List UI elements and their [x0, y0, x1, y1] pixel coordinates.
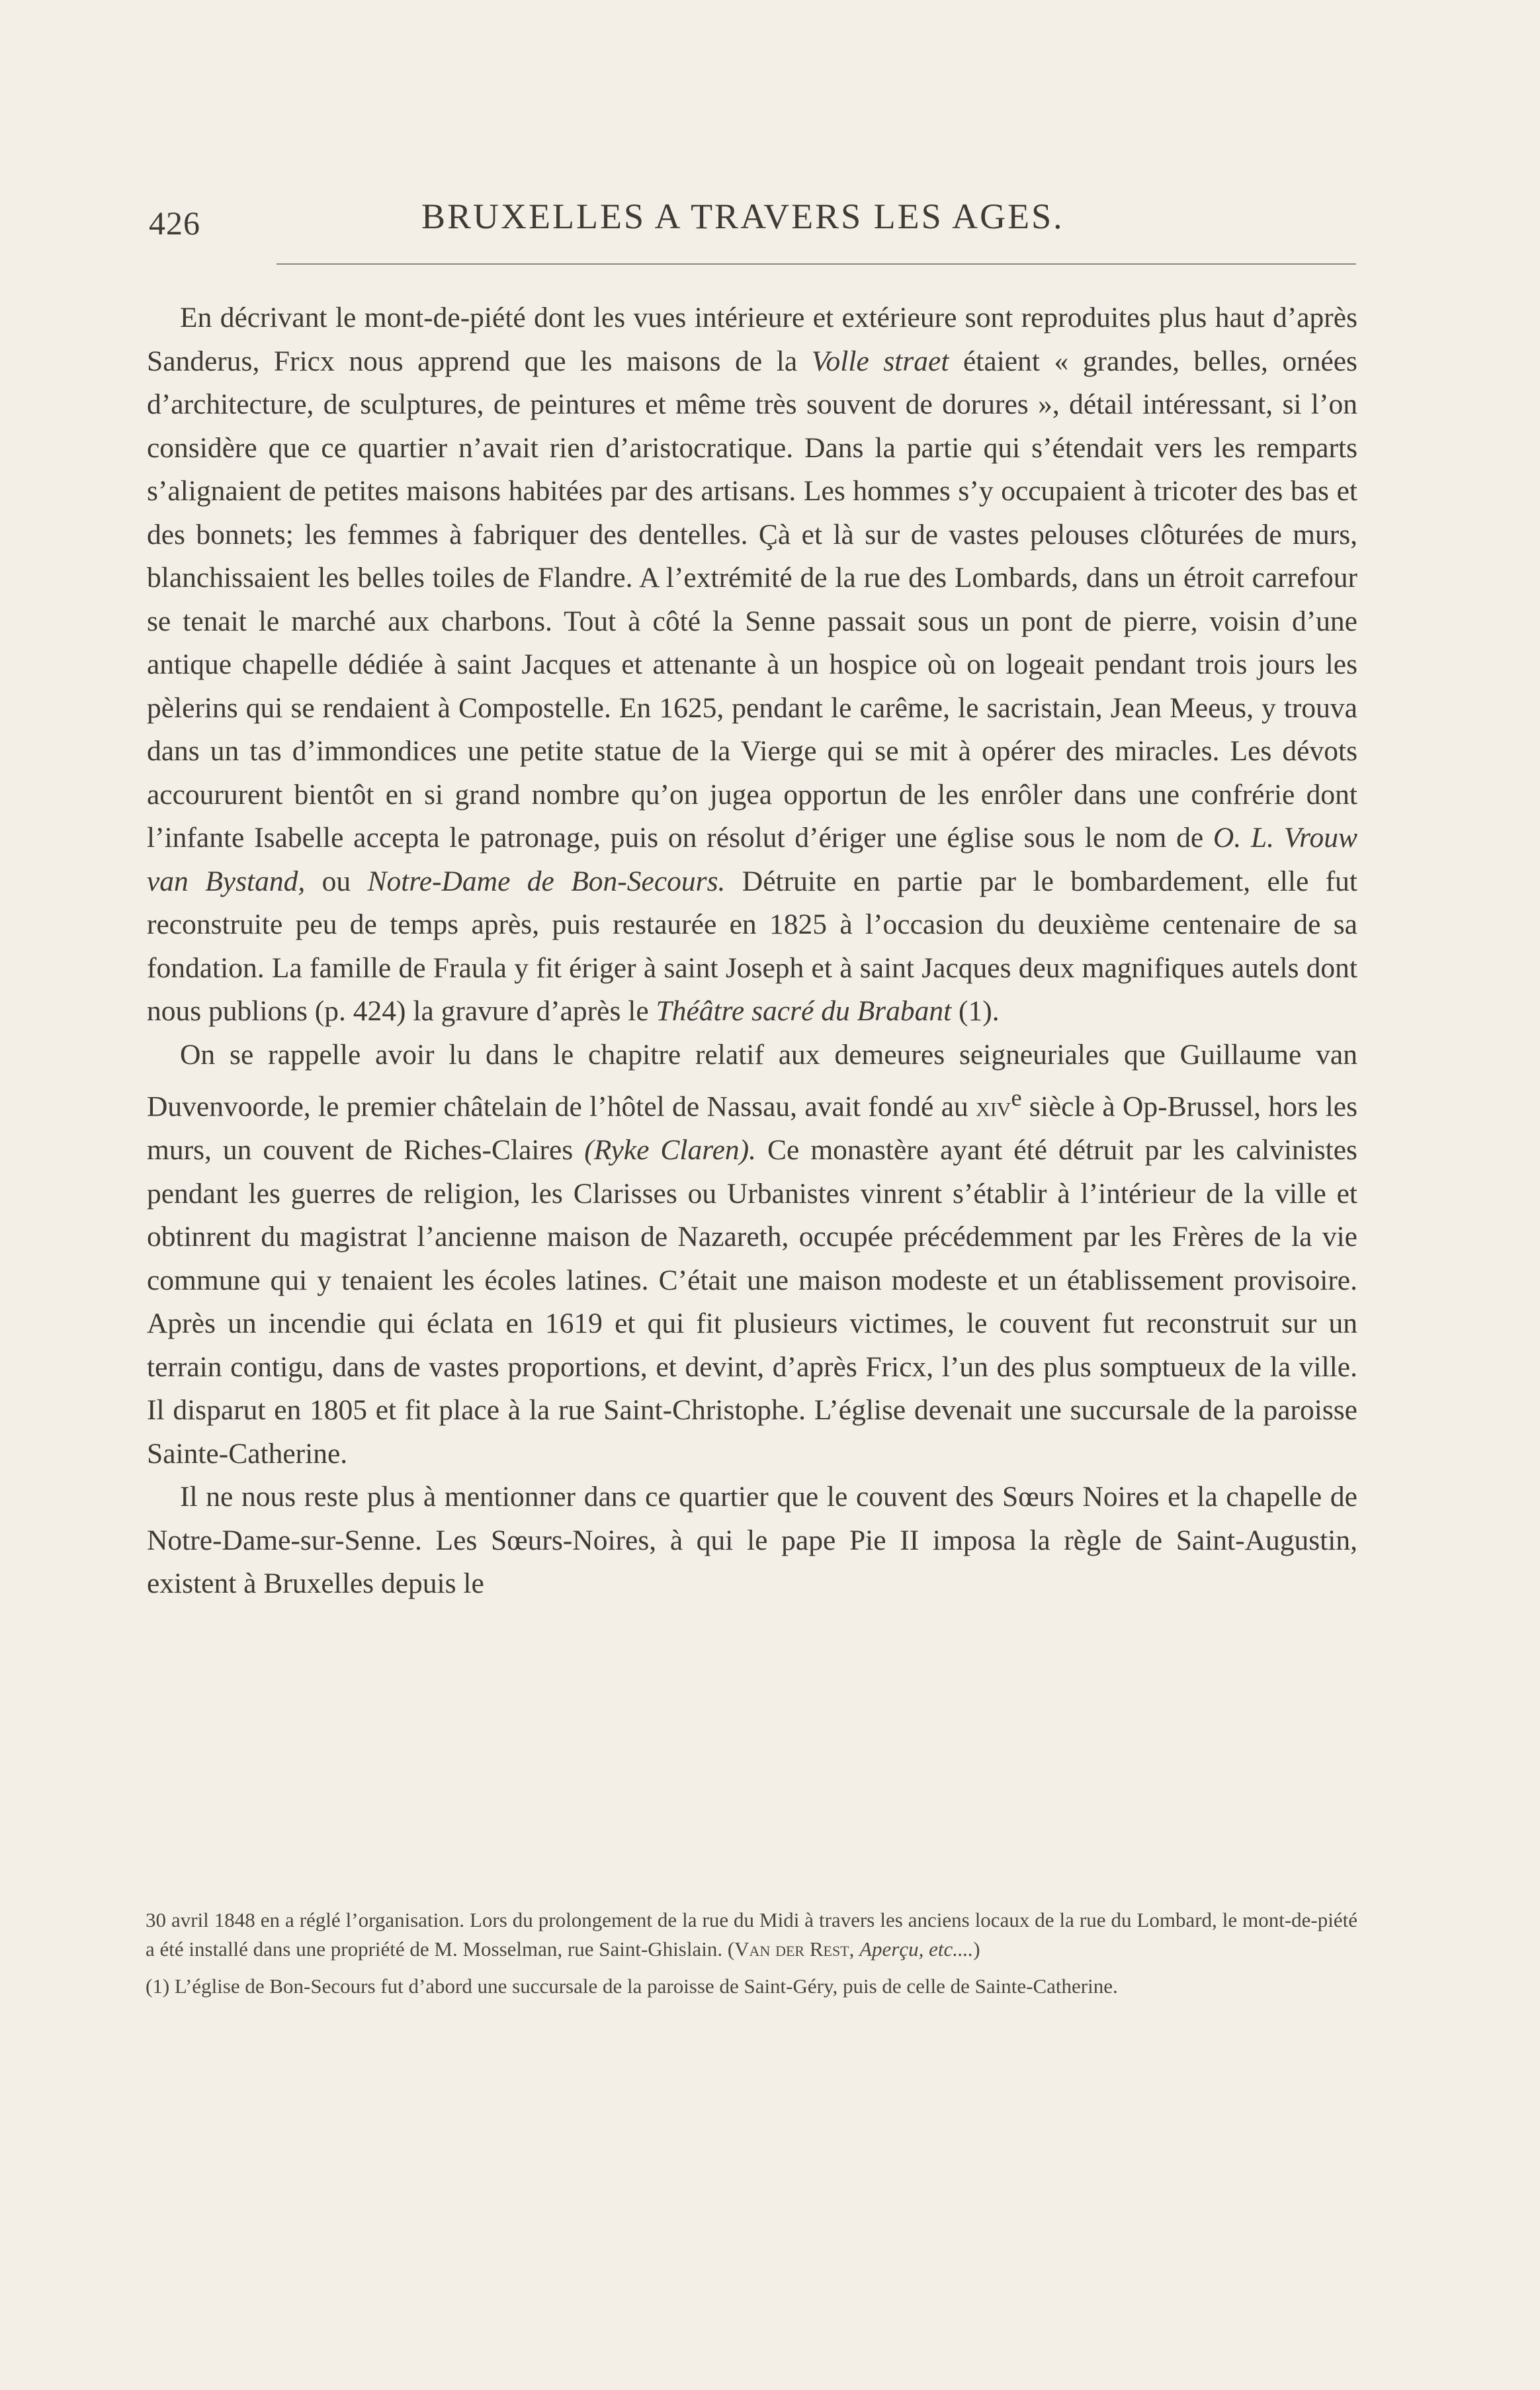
superscript: e	[1011, 1084, 1022, 1111]
text-run: siècle à Op-Brussel, hors les murs, un couvent de Riches-Claires	[147, 1090, 1357, 1166]
text-run: Ce monastère ayant été détruit par les calvinistes pendant les guerres de religion, les Clarisses ou Urbanistes vinrent s’établir à l’intérieur de la ville et obtinrent du magistrat l’ancienne maison de Nazareth, occupée précédemment par les Frères de la vie commune qui y tenaient les écoles latines. C’était une maison modeste et un établissement provisoire. Après un incendie qui éclata en 1619 et qui fit plusieurs victimes, le couvent fut reconstruit sur un terrain contigu, dans de vastes proportions, et devint, d’après Fricx, l’un des plus somptueux de la ville. Il disparut en 1805 et fit place à la rue Saint-Christophe. L’église devenait une succursale de la paroisse Sainte-Catherine.	[147, 1134, 1357, 1470]
paragraph-3: Il ne nous reste plus à mentionner dans ce quartier que le couvent des Sœurs Noires et la chapelle de Notre-Dame-sur-Senne. Les Sœurs-Noires, à qui le pape Pie II imposa la règle de Saint-Augustin, existent à Bruxelles depuis le	[147, 1481, 1357, 1599]
italic-text: (Ryke Claren).	[584, 1134, 756, 1166]
running-title: BRUXELLES A TRAVERS LES AGES.	[421, 197, 1064, 236]
small-caps-text: Van der Rest,	[734, 1937, 855, 1961]
footnote-1: (1) L’église de Bon-Secours fut d’abord une succursale de la paroisse de Saint-Géry, puis de celle de Sainte-Catherine.	[146, 1974, 1118, 1998]
footnote-continuation	[146, 1906, 1357, 1964]
footnotes	[146, 1906, 1357, 2001]
text-run: Détruite en partie par le bombardement, elle fut reconstruite peu de temps après, puis restaurée en 1825 à l’occasion du deuxième centenaire de sa fondation. La famille de Fraula y fit ériger à saint Joseph et à saint Jacques deux magnifiques autels dont nous publions (p. 424) la gravure d’après le	[147, 865, 1358, 1027]
text-run: étaient « grandes, belles, ornées d’architecture, de sculptures, de peintures et même très souvent de dorures », détail intéressant, si l’on considère que ce quartier n’avait rien d’aristocratique. Dans la partie qui s’étendait vers les remparts s’alignaient de petites maisons habitées par des artisans. Les hommes s’y occupaient à tricoter des bas et des bonnets; les femmes à fabriquer des dentelles. Çà et là sur de vastes pelouses clôturées de murs, blanchissaient les belles toiles de Flandre. A l’extrémité de la rue des Lombards, dans un étroit carrefour se tenait le marché aux charbons. Tout à côté la Senne passait sous un pont de pierre, voisin d’une antique chapelle dédiée à saint Jacques et attenante à un hospice où on logeait pendant trois jours les pèlerins qui se rendaient à Compostelle. En 1625, pendant le carême, le sacristain, Jean Meeus, y trouva dans un tas d’immondices une petite statue de la Vierge qui se mit à opérer des miracles. Les dévots accoururent bientôt en si grand nombre qu’on jugea opportun de les enrôler dans une confrérie dont l’infante Isabelle accepta le patronage, puis on résolut d’ériger une église sous le nom de	[147, 345, 1357, 854]
paragraph-1	[147, 296, 1357, 1034]
italic-text: Théâtre sacré du Brabant	[656, 995, 952, 1027]
small-caps-text: xiv	[976, 1090, 1011, 1123]
italic-text: Aperçu, etc....	[859, 1937, 974, 1961]
text-run: On se rappelle avoir lu dans le chapitre relatif aux demeures seigneuriales que Guillaume van Duvenvoorde, le premier châtelain de l’hôtel de Nassau, avait fondé au	[147, 1038, 1357, 1123]
main-text	[147, 296, 1357, 1606]
paragraph-2	[147, 1034, 1357, 1476]
page-number: 426	[149, 204, 200, 242]
text-run: En décrivant le mont-de-piété dont les vues intérieure et extérieure sont reproduites plus haut d’après Sanderus, Fricx nous apprend que les maisons de la	[147, 302, 1357, 377]
text-run: 30 avril 1848 en a réglé l’organisation. Lors du prolongement de la rue du Midi à travers les anciens locaux de la rue du Lombard, le mont-de-piété a été installé dans une propriété de M. Mosselman, rue Saint-Ghislain. (	[146, 1908, 1357, 1961]
header-rule	[277, 263, 1356, 265]
text-run: )	[973, 1937, 980, 1961]
italic-text: Notre-Dame de Bon-Secours.	[367, 865, 726, 897]
text-run: (1).	[951, 995, 1000, 1027]
text-run: ou	[305, 865, 368, 897]
italic-text: O. L. Vrouw van Bystand,	[147, 822, 1358, 897]
italic-text: Volle straet	[811, 345, 949, 377]
page-header	[149, 196, 1357, 249]
